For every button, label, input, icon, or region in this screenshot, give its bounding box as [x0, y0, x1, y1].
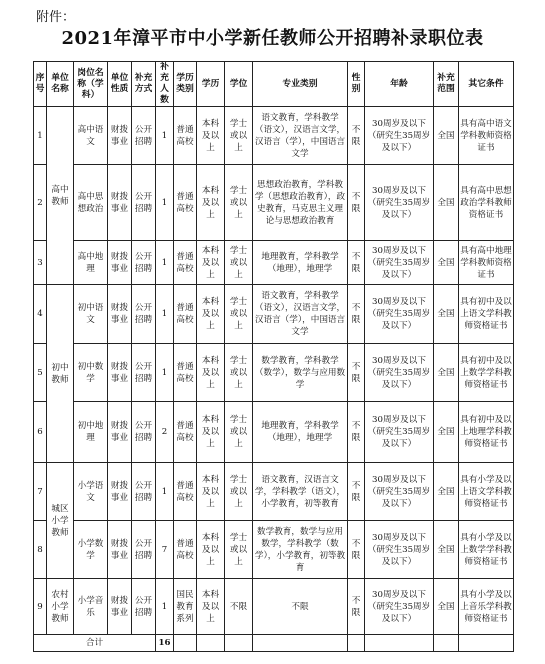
- cell-no: 6: [34, 402, 47, 463]
- cell-method: 公开招聘: [132, 402, 156, 463]
- table-row: [34, 579, 514, 635]
- cell-range: 全国: [434, 579, 459, 635]
- cell-edu-type: 普通高校: [174, 165, 197, 241]
- cell-major: 不限: [253, 579, 348, 635]
- cell-no: 7: [34, 463, 47, 521]
- cell-age: 30周岁及以下（研究生35周岁及以下）: [365, 579, 434, 635]
- cell-nature: 财拨事业: [108, 285, 132, 344]
- cell-other: 具有小学及以上语文学科教师资格证书: [459, 463, 514, 521]
- cell-post: 高中地理: [74, 241, 108, 285]
- cell-unit: 高中教师: [47, 107, 74, 285]
- col-header: 补充人数: [156, 62, 174, 107]
- cell-no: 4: [34, 285, 47, 344]
- cell-degree: 学士或以上: [225, 463, 253, 521]
- cell-range: 全国: [434, 402, 459, 463]
- cell-no: 3: [34, 241, 47, 285]
- table-row: [34, 521, 514, 579]
- cell-no: 1: [34, 107, 47, 165]
- cell-age: 30周岁及以下（研究生35周岁及以下）: [365, 344, 434, 402]
- col-header: 岗位名称（学科）: [74, 62, 108, 107]
- cell-gender: 不限: [348, 107, 365, 165]
- cell-method: 公开招聘: [132, 579, 156, 635]
- cell-major: 语文教育，学科教学（语文），汉语言文学，汉语言（学），中国语言文学: [253, 107, 348, 165]
- cell-age: 30周岁及以下（研究生35周岁及以下）: [365, 521, 434, 579]
- cell-degree: 学士或以上: [225, 241, 253, 285]
- cell-post: 小学数学: [74, 521, 108, 579]
- cell-nature: 财拨事业: [108, 107, 132, 165]
- cell-major: 语文教育，汉语言文学，学科教学（语文），小学教育，初等教育: [253, 463, 348, 521]
- table-row: [34, 165, 514, 241]
- cell-degree: 学士或以上: [225, 344, 253, 402]
- cell-age: 30周岁及以下（研究生35周岁及以下）: [365, 463, 434, 521]
- cell-nature: 财拨事业: [108, 165, 132, 241]
- cell-post: 小学语文: [74, 463, 108, 521]
- cell-count: 1: [156, 463, 174, 521]
- cell-gender: 不限: [348, 402, 365, 463]
- col-header: 学历类别: [174, 62, 197, 107]
- cell-unit: 城区小学教师: [47, 463, 74, 579]
- total-label: 合计: [34, 635, 156, 652]
- cell-post: 初中地理: [74, 402, 108, 463]
- cell-other: 具有高中思想政治学科教师资格证书: [459, 165, 514, 241]
- cell-edu-type: 普通高校: [174, 285, 197, 344]
- cell-range: 全国: [434, 463, 459, 521]
- cell-gender: 不限: [348, 463, 365, 521]
- cell-count: 1: [156, 285, 174, 344]
- cell-other: 具有高中地理学科教师资格证书: [459, 241, 514, 285]
- cell-method: 公开招聘: [132, 165, 156, 241]
- col-header: 学位: [225, 62, 253, 107]
- cell-other: 具有初中及以上数学学科教师资格证书: [459, 344, 514, 402]
- cell-edu-type: 普通高校: [174, 344, 197, 402]
- cell-edu-type: 普通高校: [174, 463, 197, 521]
- cell-method: 公开招聘: [132, 521, 156, 579]
- cell-count: 1: [156, 344, 174, 402]
- cell-age: 30周岁及以下（研究生35周岁及以下）: [365, 165, 434, 241]
- cell-method: 公开招聘: [132, 107, 156, 165]
- cell-degree: 学士或以上: [225, 402, 253, 463]
- cell-edu: 本科及以上: [197, 344, 225, 402]
- cell-gender: 不限: [348, 579, 365, 635]
- total-count: 16: [156, 635, 174, 652]
- cell-degree: 学士或以上: [225, 521, 253, 579]
- cell-post: 高中思想政治: [74, 165, 108, 241]
- cell-edu: 本科及以上: [197, 285, 225, 344]
- cell-major: 思想政治教育，学科教学（思想政治教育），政史教育，马克思主义理论与思想政治教育: [253, 165, 348, 241]
- cell-edu: 本科及以上: [197, 463, 225, 521]
- cell-gender: 不限: [348, 285, 365, 344]
- col-header: 学历: [197, 62, 225, 107]
- cell-major: 地理教育，学科教学（地理），地理学: [253, 241, 348, 285]
- col-header: 性别: [348, 62, 365, 107]
- cell-age: 30周岁及以下（研究生35周岁及以下）: [365, 241, 434, 285]
- cell-range: 全国: [434, 344, 459, 402]
- cell-other: 具有小学及以上数学学科教师资格证书: [459, 521, 514, 579]
- cell-nature: 财拨事业: [108, 579, 132, 635]
- col-header: 单位名称: [47, 62, 74, 107]
- empty-cell: [174, 635, 197, 652]
- cell-other: 具有小学及以上音乐学科教师资格证书: [459, 579, 514, 635]
- cell-edu-type: 国民教育系列: [174, 579, 197, 635]
- cell-method: 公开招聘: [132, 344, 156, 402]
- cell-method: 公开招聘: [132, 285, 156, 344]
- cell-count: 1: [156, 241, 174, 285]
- total-row: [34, 635, 514, 652]
- cell-edu-type: 普通高校: [174, 241, 197, 285]
- col-header: 年龄: [365, 62, 434, 107]
- cell-other: 具有初中及以上地理学科教师资格证书: [459, 402, 514, 463]
- cell-post: 初中语文: [74, 285, 108, 344]
- col-header: 单位性质: [108, 62, 132, 107]
- cell-edu: 本科及以上: [197, 521, 225, 579]
- cell-age: 30周岁及以下（研究生35周岁及以下）: [365, 402, 434, 463]
- cell-edu-type: 普通高校: [174, 402, 197, 463]
- cell-method: 公开招聘: [132, 241, 156, 285]
- cell-count: 1: [156, 165, 174, 241]
- table-row: [34, 107, 514, 165]
- empty-cell: [459, 635, 514, 652]
- cell-edu-type: 普通高校: [174, 107, 197, 165]
- cell-unit: 初中教师: [47, 285, 74, 463]
- cell-count: 7: [156, 521, 174, 579]
- cell-method: 公开招聘: [132, 463, 156, 521]
- empty-cell: [348, 635, 365, 652]
- positions-table: [33, 61, 514, 652]
- cell-count: 1: [156, 579, 174, 635]
- cell-degree: 学士或以上: [225, 285, 253, 344]
- empty-cell: [365, 635, 434, 652]
- col-header: 专业类别: [253, 62, 348, 107]
- cell-gender: 不限: [348, 521, 365, 579]
- cell-no: 9: [34, 579, 47, 635]
- table-row: [34, 241, 514, 285]
- header-row: [34, 62, 514, 107]
- attachment-note: 附件：: [36, 10, 76, 25]
- cell-gender: 不限: [348, 165, 365, 241]
- table-row: [34, 402, 514, 463]
- col-header: 补充方式: [132, 62, 156, 107]
- cell-post: 小学音乐: [74, 579, 108, 635]
- cell-nature: 财拨事业: [108, 241, 132, 285]
- cell-edu: 本科及以上: [197, 579, 225, 635]
- table-row: [34, 285, 514, 344]
- cell-range: 全国: [434, 165, 459, 241]
- empty-cell: [434, 635, 459, 652]
- cell-major: 数学教育，学科教学（数学），数学与应用数学: [253, 344, 348, 402]
- cell-range: 全国: [434, 241, 459, 285]
- cell-gender: 不限: [348, 241, 365, 285]
- cell-major: 语文教育，学科教学（语文），汉语言文学，汉语言（学），中国语言文学: [253, 285, 348, 344]
- col-header: 补充范围: [434, 62, 459, 107]
- cell-edu: 本科及以上: [197, 241, 225, 285]
- cell-other: 具有初中及以上语文学科教师资格证书: [459, 285, 514, 344]
- cell-range: 全国: [434, 285, 459, 344]
- cell-range: 全国: [434, 521, 459, 579]
- cell-range: 全国: [434, 107, 459, 165]
- cell-post: 高中语文: [74, 107, 108, 165]
- cell-no: 8: [34, 521, 47, 579]
- cell-age: 30周岁及以下（研究生35周岁及以下）: [365, 107, 434, 165]
- cell-no: 5: [34, 344, 47, 402]
- cell-major: 地理教育，学科教学（地理），地理学: [253, 402, 348, 463]
- empty-cell: [225, 635, 253, 652]
- cell-count: 2: [156, 402, 174, 463]
- cell-no: 2: [34, 165, 47, 241]
- cell-major: 数学教育，数学与应用数学，学科教学（数学），小学教育，初等教育: [253, 521, 348, 579]
- cell-edu: 本科及以上: [197, 402, 225, 463]
- cell-unit: 农村小学教师: [47, 579, 74, 635]
- document-title: 2021年漳平市中小学新任教师公开招聘补录职位表: [61, 28, 484, 49]
- cell-nature: 财拨事业: [108, 402, 132, 463]
- cell-degree: 不限: [225, 579, 253, 635]
- empty-cell: [197, 635, 225, 652]
- cell-post: 初中数学: [74, 344, 108, 402]
- cell-other: 具有高中语文学科教师资格证书: [459, 107, 514, 165]
- cell-nature: 财拨事业: [108, 463, 132, 521]
- cell-age: 30周岁及以下（研究生35周岁及以下）: [365, 285, 434, 344]
- cell-edu: 本科及以上: [197, 165, 225, 241]
- cell-edu-type: 普通高校: [174, 521, 197, 579]
- col-header: 其它条件: [459, 62, 514, 107]
- empty-cell: [253, 635, 348, 652]
- cell-nature: 财拨事业: [108, 344, 132, 402]
- cell-gender: 不限: [348, 344, 365, 402]
- table-row: [34, 344, 514, 402]
- col-header: 序号: [34, 62, 47, 107]
- table-row: [34, 463, 514, 521]
- cell-count: 1: [156, 107, 174, 165]
- cell-nature: 财拨事业: [108, 521, 132, 579]
- cell-degree: 学士或以上: [225, 107, 253, 165]
- cell-degree: 学士或以上: [225, 165, 253, 241]
- cell-edu: 本科及以上: [197, 107, 225, 165]
